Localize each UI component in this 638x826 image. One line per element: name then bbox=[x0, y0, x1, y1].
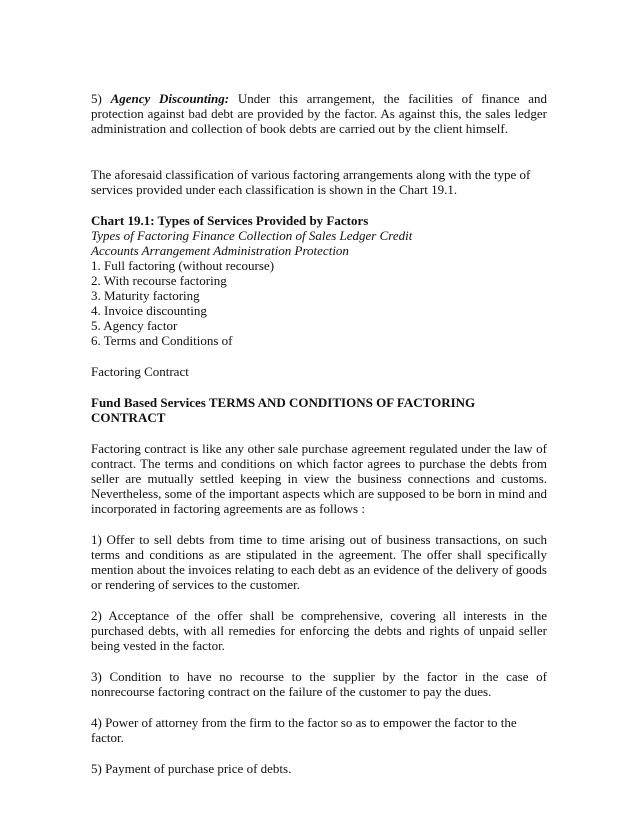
chart-item: 2. With recourse factoring bbox=[91, 273, 227, 288]
chart-item: 1. Full factoring (without recourse) bbox=[91, 258, 275, 273]
chart-title: Chart 19.1: Types of Services Provided by Factors bbox=[91, 213, 369, 228]
chart-header-line1: Types of Factoring Finance Collection of Sales Ledger Credit bbox=[91, 228, 413, 243]
condition-3: 3) Condition to have no recourse to the supplier by the factor in the case of nonrecourse factoring contract on the failure of the customer to pay the dues. bbox=[91, 669, 547, 699]
agency-text: Under this arrangement, the facilities of finance and protection against bad debt are provided by the factor. As against this, the sales ledger administration and collection of book debts are carried out by the client himself. bbox=[91, 91, 548, 136]
chart-block bbox=[91, 213, 547, 348]
chart-footer: Factoring Contract bbox=[91, 364, 189, 379]
classification-paragraph: The aforesaid classification of various factoring arrangements along with the type of services provided under each classification is shown in the Chart 19.1. bbox=[91, 167, 531, 197]
condition-5: 5) Payment of purchase price of debts. bbox=[91, 761, 292, 776]
condition-2: 2) Acceptance of the offer shall be comprehensive, covering all interests in the purchased debts, with all remedies for enforcing the debts and rights of unpaid seller being vested in the factor. bbox=[91, 608, 547, 653]
condition-4 bbox=[91, 715, 547, 745]
chart-item: 4. Invoice discounting bbox=[91, 303, 207, 318]
condition-4-line2: factor. bbox=[91, 730, 124, 745]
intro-paragraph: Factoring contract is like any other sale purchase agreement regulated under the law of contract. The terms and conditions on which factor agrees to purchase the debts from seller are mutually settled keeping in view the business connections and customs. Nevertheless, some of the important aspects which are supposed to be born in mind and incorporated in factoring agreements are as follows : bbox=[91, 441, 547, 516]
chart-header-line2: Accounts Arrangement Administration Protection bbox=[91, 243, 349, 258]
agency-discounting-paragraph bbox=[91, 91, 547, 136]
agency-term: Agency Discounting: bbox=[110, 91, 230, 106]
chart-item: 5. Agency factor bbox=[91, 318, 178, 333]
document-page bbox=[91, 91, 547, 776]
section-heading: Fund Based Services TERMS AND CONDITIONS OF FACTORING CONTRACT bbox=[91, 395, 476, 425]
agency-number: 5) bbox=[91, 91, 102, 106]
condition-4-line1: 4) Power of attorney from the firm to the factor so as to empower the factor to the bbox=[91, 715, 517, 730]
chart-item: 6. Terms and Conditions of bbox=[91, 333, 233, 348]
condition-1: 1) Offer to sell debts from time to time arising out of business transactions, on such terms and conditions as are stipulated in the agreement. The offer shall specifically mention about the invoices relating to each debt as an evidence of the delivery of goods or rendering of services to the customer. bbox=[91, 532, 547, 592]
chart-item: 3. Maturity factoring bbox=[91, 288, 200, 303]
